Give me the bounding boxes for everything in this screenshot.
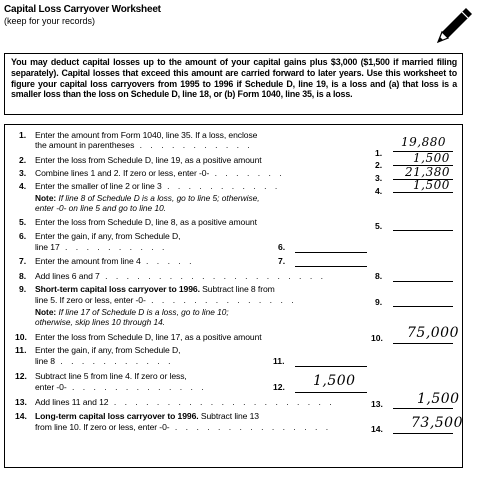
note-line-4: Note: If line 8 of Schedule D is a loss, go to line 5; otherwise, enter -0- on line 5 and go to line 10. [35,193,260,214]
worksheet-lines: 1. Enter the amount from Form 1040, line 35. If a loss, enclose the amount in parentheses . . . . . . . . . . . 1. 19,880 2. Enter the loss from Schedule D, line 19, as a positive amount 2. 1,500 3. Combine lines 1 and 2. If zero or less, enter -0- . . . . . . . 3. 21,380 4. Enter the smaller of line 2 or line 3 . . . . . . . . . . . 4. 1,500 Note: If line 8 of Schedule D is a loss, go to line 5; otherwise, enter -0- on line 5 and go to line 10. 5. Enter the loss from Schedule D, line 8, as a positive amount 5. 6. Enter the gain, if any, from Schedule D, line 17 . . . . . . . . . . 6. 7. Enter the amount from line 4 . . . . . 7. 8. Add lines 6 and 7 . . . . . . . . . . . . . . . . . . . . . 8. 9. Short-term capital loss carryover to 1996. Subtract line 8 from line 5. If zero or less, enter -0- . . . . . . . . . . . . . . 9. Note: If line 17 of Schedule D is a loss, go to line 10; otherwise, skip lines 10 through 14. 10. Enter the loss from Schedule D, line 17, as a positive amount 10. 75,000 11. Enter the gain, if any, from Schedule D, line 8 . . . . . . . . . . . 11. 12. Subtract line 5 from line 4. If zero or less, enter -0- . . . . . . . . . . . . . 12. 1,500 13. Add lines 11 and 12 . . . . . . . . . . . . . . . . . . . . . 13. 1,500 14. Long-term capital loss carryover to 1996. Subtract line 13 from line 10. If zero or less, enter -0- . . . . . . . . . . . . . . . 14. 73,500 [4,124,463,468]
line-5-field[interactable] [393,218,453,231]
worksheet-title: Capital Loss Carryover Worksheet [4,4,161,15]
intro-text: You may deduct capital losses up to the amount of your capital gains plus $3,000 ($1,500 if married filing separately). Capital losses that exceed this amount are carried forward to later years. Use this worksheet to figure your capital loss carryovers from 1995 to 1996 if Schedule D, line 19, is a loss and (a) that loss is a smaller loss than the loss on Schedule D, line 18, or (b) Form 1040, line 35, is a loss. [4,53,463,115]
line-11-field[interactable] [295,354,367,367]
line-8-field[interactable] [393,269,453,282]
note-line-9: Note: If line 17 of Schedule D is a loss, go to line 10; otherwise, skip lines 10 through 14. [35,307,229,328]
line-9-field[interactable] [393,294,453,307]
line-6-field[interactable] [295,240,367,253]
worksheet-subtitle: (keep for your records) [4,16,96,26]
line-7-field[interactable] [295,254,367,267]
pencil-icon [432,2,476,46]
